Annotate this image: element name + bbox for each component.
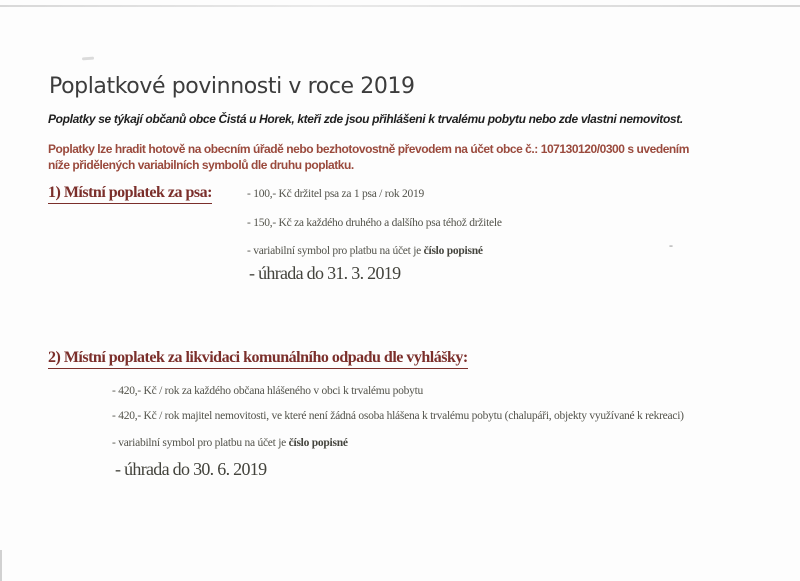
section-1-heading: 1) Místní poplatek za psa: [48,184,212,204]
scan-left-edge-line [0,550,2,581]
section-2-heading: 2) Místní poplatek za likvidaci komunálního odpadu dle vyhlášky: [48,349,468,369]
payment-note-line-1: Poplatky lze hradit hotově na obecním úřadě nebo bezhotovostně převodem na účet obce č.: 107130120/0300 s uvedením [48,142,689,156]
section-2-due-date: - úhrada do 30. 6. 2019 [115,459,267,479]
section-2-variable-symbol-prefix: - variabilní symbol pro platbu na účet je [112,437,289,449]
payment-note-line-2: níže přidělených variabilních symbolů dle druhu poplatku. [48,158,354,172]
section-1-variable-symbol-prefix: - variabilní symbol pro platbu na účet je [247,245,424,257]
intro-paragraph: Poplatky se týkají občanů obce Čistá u Horek, kteři zde jsou přihlášeni k trvalému pobytu nebo zde vlastni nemovitost. [48,112,683,126]
section-2-variable-symbol-value: číslo popisné [288,437,348,449]
scan-top-edge-line [0,5,800,7]
section-1-item-1: - 100,- Kč držitel psa za 1 psa / rok 2019 [247,188,424,200]
section-1-variable-symbol-line [247,245,483,257]
section-1-due-date: - úhrada do 31. 3. 2019 [249,263,401,283]
payment-note-paragraph [48,141,689,173]
section-2-item-2: - 420,- Kč / rok majitel nemovitosti, ve které není žádná osoba hlášena k trvalému pobytu (chalupáři, objekty využívané k rekreaci) [112,410,684,422]
scan-smudge-mark [82,57,94,61]
section-2-variable-symbol-line [112,437,348,449]
section-2-item-1: - 420,- Kč / rok za každého občana hlášeného v obci k trvalému pobytu [112,385,424,397]
page-title: Poplatkové povinnosti v roce 2019 [49,74,415,99]
section-1-item-2: - 150,- Kč za každého druhého a dalšího psa téhož držitele [247,217,502,229]
section-1-variable-symbol-value: číslo popisné [423,245,483,257]
scan-stray-dash: - [669,238,673,252]
